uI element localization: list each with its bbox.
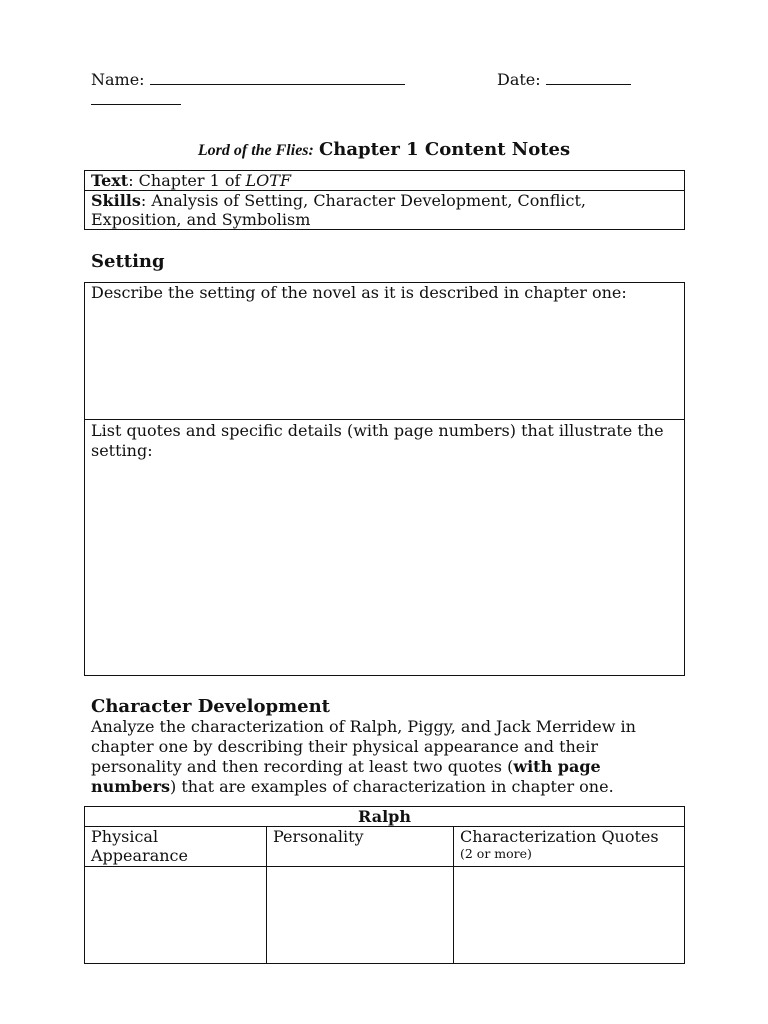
setting-quotes-cell[interactable] — [85, 421, 684, 461]
setting-box — [84, 282, 685, 676]
col-personality: Personality — [267, 827, 454, 867]
answer-physical-appearance[interactable] — [85, 867, 267, 964]
char-para-end: ) that are examples of characterization in chapter one. — [170, 777, 614, 796]
text-italic: LOTF — [245, 171, 292, 190]
text-value: : Chapter 1 of — [128, 171, 246, 190]
answer-quotes[interactable] — [454, 867, 685, 964]
character-instructions — [91, 717, 681, 797]
ralph-answer-row — [85, 867, 685, 964]
col-physical-appearance: Physical Appearance — [85, 827, 267, 867]
character-development-heading: Character Development — [91, 696, 331, 717]
setting-prompt-quotes: List quotes and specific details (with page numbers) that illustrate the setting: — [91, 421, 664, 460]
info-skills-cell — [85, 191, 685, 230]
info-text-cell — [85, 171, 685, 191]
book-title: Lord of the Flies: — [197, 142, 314, 159]
col-quotes-note: (2 or more) — [460, 846, 532, 861]
date-label: Date: — [497, 70, 541, 89]
date-blank-line-continued[interactable] — [91, 104, 181, 105]
col-quotes-label: Characterization Quotes — [460, 827, 659, 846]
char-para-start: Analyze the characterization of Ralph, Piggy, and Jack Merridew in chapter one by describing their physical appearance and their personality and then recording at least two quotes ( — [91, 717, 636, 776]
answer-personality[interactable] — [267, 867, 454, 964]
setting-heading: Setting — [91, 251, 165, 272]
ralph-title-row — [85, 807, 685, 827]
name-label: Name: — [91, 70, 145, 89]
skills-value: : Analysis of Setting, Character Development, Conflict, Exposition, and Symbolism — [91, 191, 586, 229]
name-field-row — [91, 70, 405, 90]
info-row-text — [85, 171, 685, 191]
info-table — [84, 170, 685, 230]
text-label: Text — [91, 171, 129, 190]
skills-label: Skills — [91, 191, 141, 210]
info-row-skills — [85, 191, 685, 230]
ralph-table — [84, 806, 685, 964]
char-para-bold: with page numbers — [91, 757, 601, 796]
page-title — [0, 138, 768, 163]
ralph-header-row — [85, 827, 685, 867]
date-blank-line[interactable] — [546, 83, 631, 85]
chapter-title: Chapter 1 Content Notes — [318, 139, 571, 160]
date-field-row — [497, 70, 631, 90]
col-characterization-quotes — [454, 827, 685, 867]
ralph-title: Ralph — [85, 807, 685, 827]
name-blank-line[interactable] — [150, 83, 405, 85]
setting-prompt-describe: Describe the setting of the novel as it is described in chapter one: — [91, 283, 627, 302]
setting-description-cell[interactable] — [85, 283, 684, 420]
